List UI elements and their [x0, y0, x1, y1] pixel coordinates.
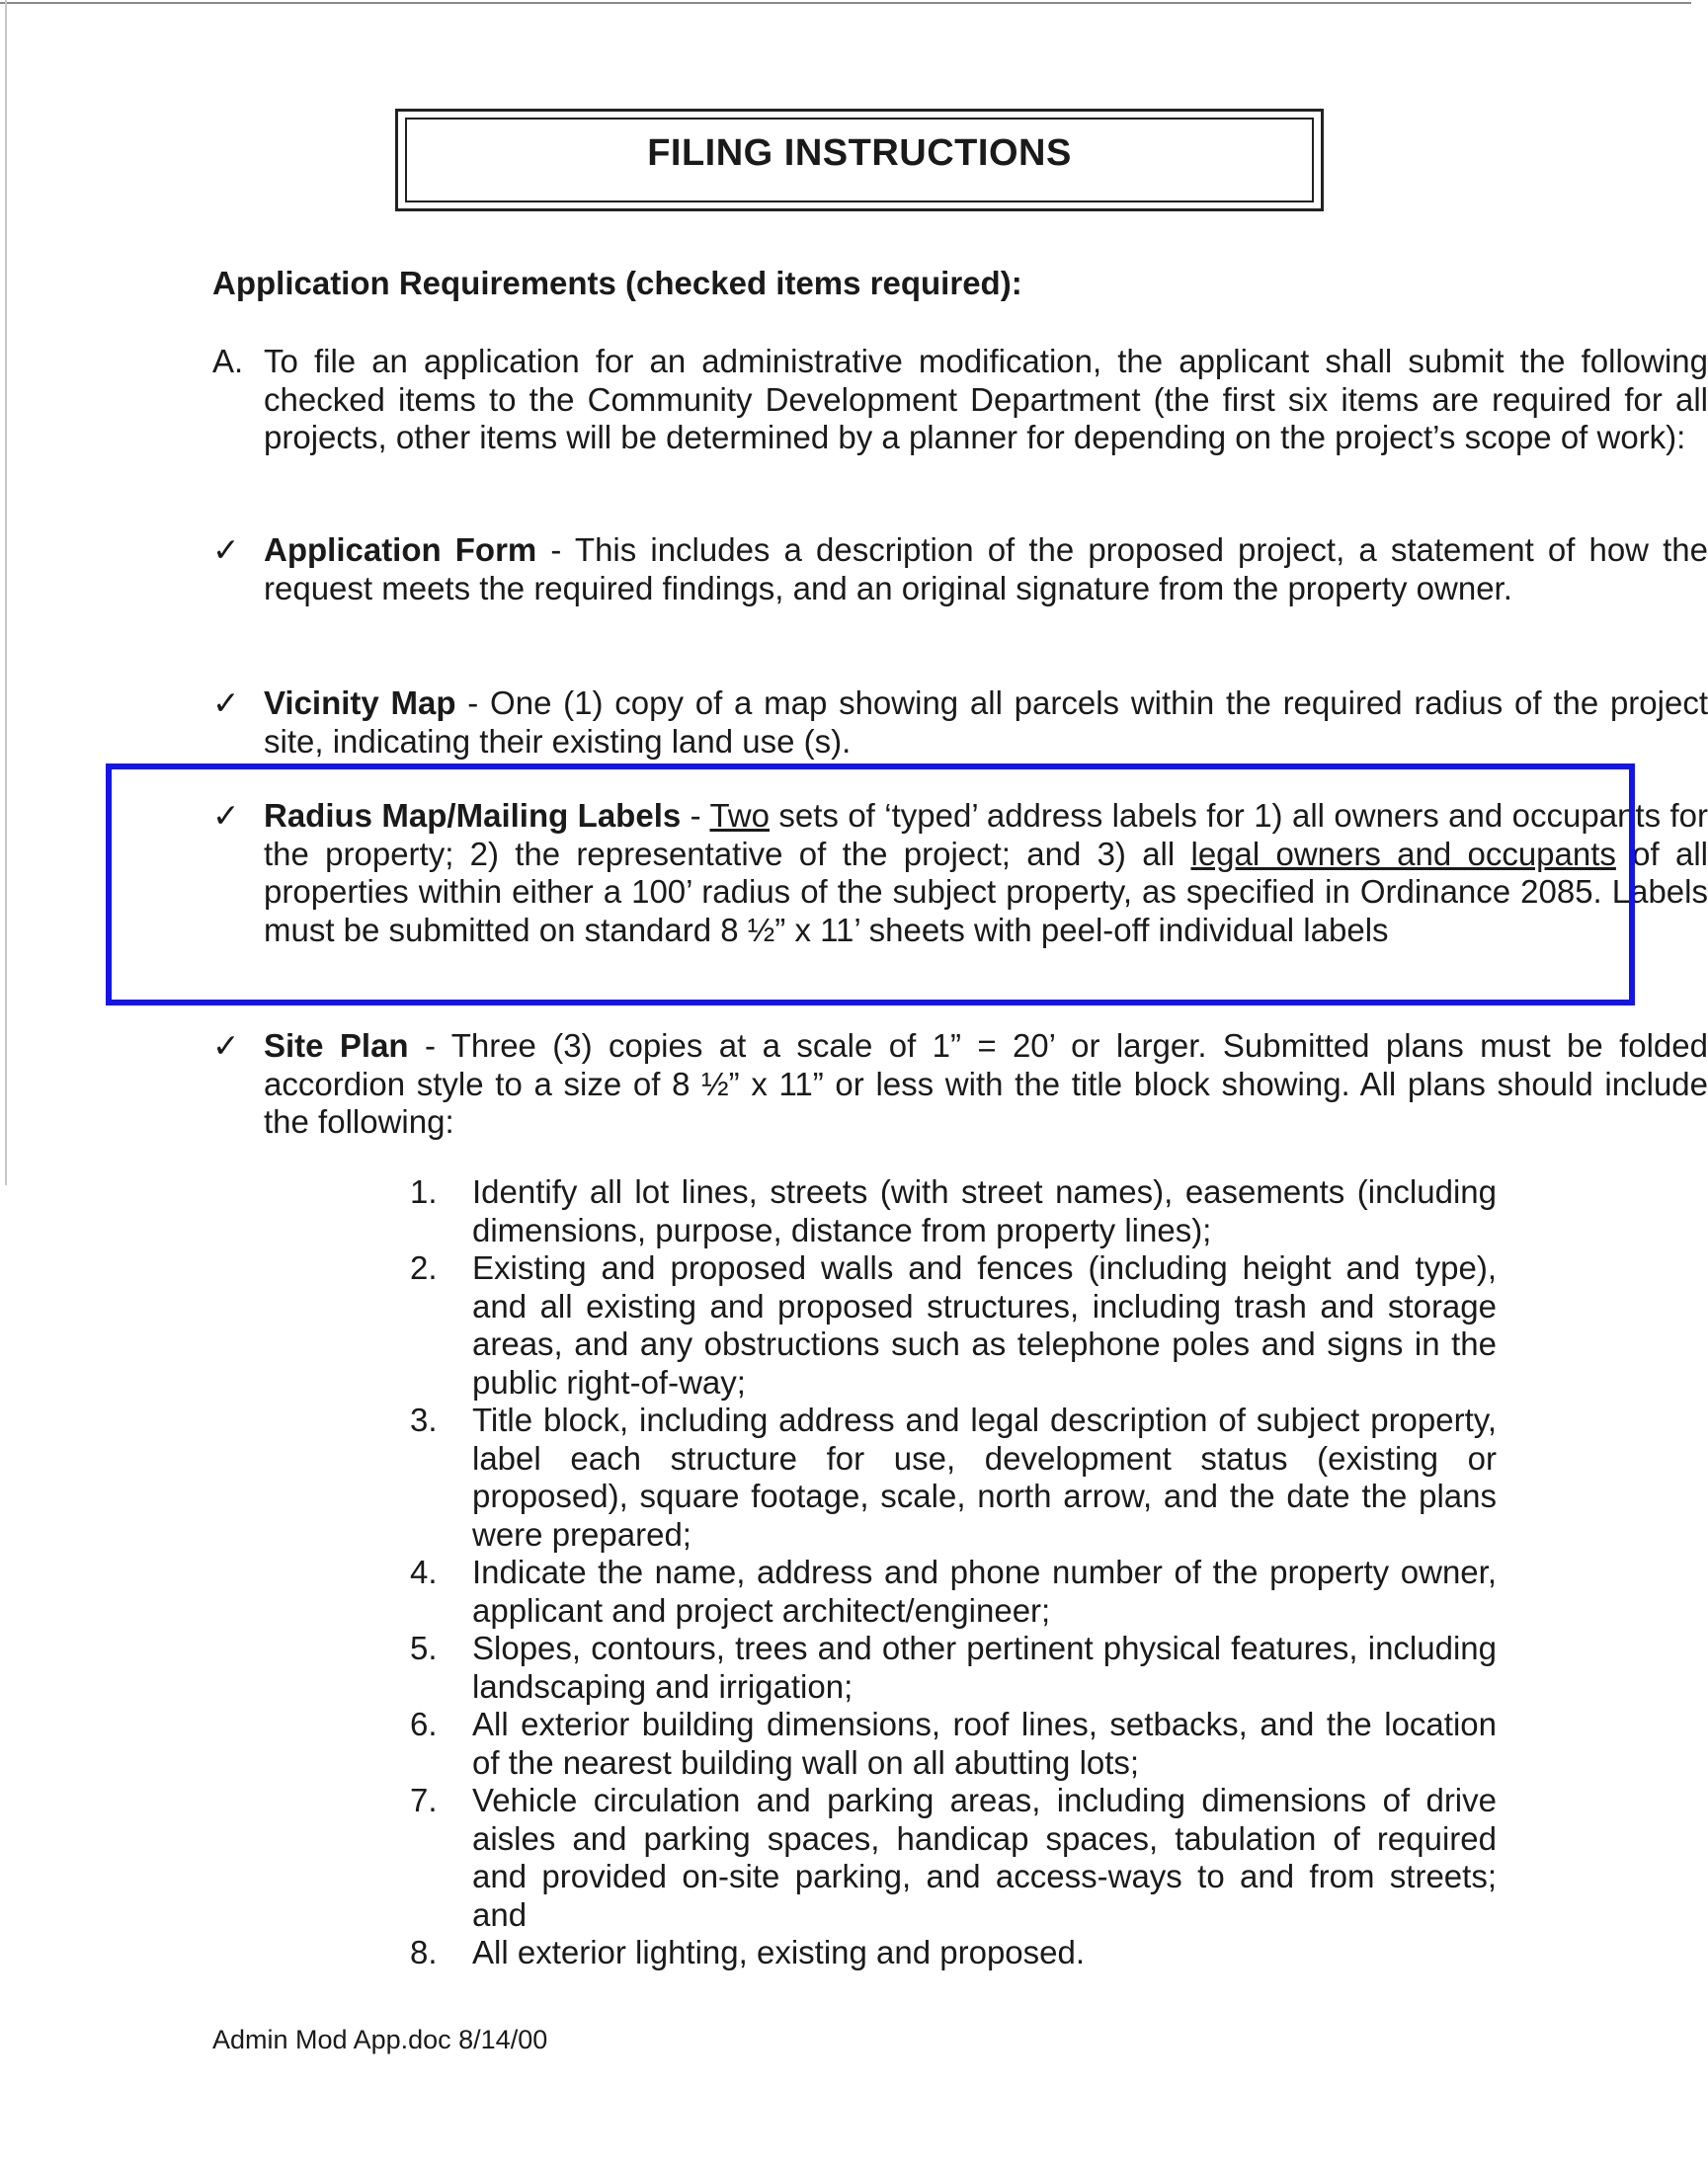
item-site-plan-text	[264, 1027, 1708, 1142]
list-text: Slopes, contours, trees and other pertinent physical features, including landscaping and irrigation;	[472, 1630, 1497, 1705]
list-item	[400, 1554, 1497, 1630]
title-box-inner	[405, 118, 1314, 202]
item-title: Application Form	[264, 531, 537, 568]
scan-edge-left	[5, 0, 7, 1185]
list-number: 2.	[410, 1249, 438, 1286]
requirements-heading: Application Requirements (checked items required):	[212, 265, 1022, 301]
check-icon: ✓	[212, 1027, 240, 1064]
title-box	[395, 109, 1324, 211]
list-item	[400, 1934, 1497, 1972]
list-text: Existing and proposed walls and fences (including height and type), and all existing and proposed structures, including trash and storage areas, and any obstructions such as telephone poles and signs in the public right-of-way;	[472, 1249, 1497, 1401]
list-item	[400, 1706, 1497, 1782]
item-vicinity-map-text	[264, 684, 1708, 761]
underlined-legal-owners: legal owners and occupants	[1190, 835, 1616, 872]
item-description: One (1) copy of a map showing all parcels within the required radius of the project site, indicating their existing land use (s).	[264, 684, 1708, 760]
item-title: Radius Map/Mailing Labels	[264, 797, 682, 834]
list-text: Title block, including address and legal description of subject property, label each structure for use, development status (existing or proposed), square footage, scale, north arrow, and the date the plans were prepared;	[472, 1402, 1497, 1553]
item-application-form-text	[264, 531, 1708, 607]
list-item	[400, 1782, 1497, 1934]
list-number: 8.	[410, 1934, 438, 1970]
list-number: 7.	[410, 1782, 438, 1818]
list-text: Identify all lot lines, streets (with street names), easements (including dimensions, purpose, distance from property lines);	[472, 1173, 1497, 1248]
item-separator: -	[681, 797, 710, 834]
item-description: Three (3) copies at a scale of 1” = 20’ or larger. Submitted plans must be folded accordion style to a size of 8 ½” x 11” or less with the title block showing. All plans should include the following:	[264, 1027, 1708, 1140]
check-icon: ✓	[212, 684, 240, 721]
list-item	[400, 1173, 1497, 1249]
check-icon: ✓	[212, 531, 240, 568]
document-title: FILING INSTRUCTIONS	[647, 131, 1072, 174]
site-plan-list	[400, 1173, 1497, 1972]
item-description: This includes a description of the proposed project, a statement of how the request meets the required findings, and an original signature from the property owner.	[264, 531, 1708, 606]
intro-marker: A.	[212, 343, 244, 379]
document-footer: Admin Mod App.doc 8/14/00	[212, 2025, 548, 2054]
highlight-box	[106, 763, 1635, 1005]
item-separator: -	[536, 531, 575, 568]
item-separator: -	[408, 1027, 451, 1064]
item-separator: -	[455, 684, 491, 721]
intro-text: To file an application for an administrative modification, the applicant shall submit the following checked items to the Community Development Department (the first six items are required for all projects, other items will be determined by a planner for depending on the project’s scope of work):	[264, 343, 1708, 455]
check-icon: ✓	[212, 797, 240, 834]
list-text: Indicate the name, address and phone number of the property owner, applicant and project architect/engineer;	[472, 1554, 1497, 1629]
item-title: Site Plan	[264, 1027, 409, 1064]
list-number: 4.	[410, 1554, 438, 1590]
list-text: Vehicle circulation and parking areas, including dimensions of drive aisles and parking spaces, handicap spaces, tabulation of required and provided on-site parking, and access-ways to and from streets; and	[472, 1782, 1497, 1933]
item-title: Vicinity Map	[264, 684, 456, 721]
list-item	[400, 1630, 1497, 1706]
list-number: 1.	[410, 1173, 438, 1210]
underlined-two: Two	[709, 797, 770, 834]
list-number: 3.	[410, 1402, 438, 1438]
list-number: 5.	[410, 1630, 438, 1666]
list-item	[400, 1249, 1497, 1402]
list-text: All exterior building dimensions, roof lines, setbacks, and the location of the nearest building wall on all abutting lots;	[472, 1706, 1497, 1781]
list-item	[400, 1402, 1497, 1554]
list-number: 6.	[410, 1706, 438, 1742]
scan-edge-top	[0, 2, 1691, 4]
item-description-part1: sets of ‘typed’ address labels for 1) all owners and occupants for the property; 2) the representative of the project; and 3) all	[264, 797, 1708, 872]
item-description-part2: of all properties within either a 100’ radius of the subject property, as specified in Ordinance 2085. Labels must be submitted on standard 8 ½” x 11’ sheets with peel-off individual labels	[264, 835, 1708, 948]
list-text: All exterior lighting, existing and proposed.	[472, 1934, 1086, 1970]
